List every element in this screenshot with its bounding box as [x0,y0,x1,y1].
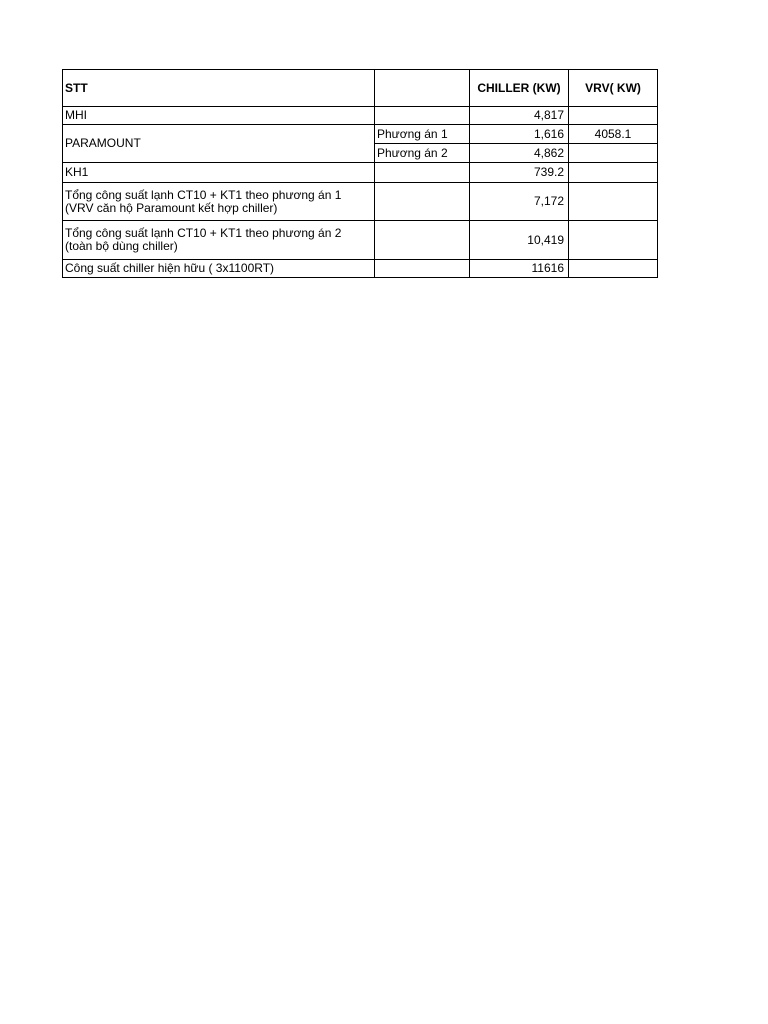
cell-vrv [569,260,658,278]
cell-vrv [569,163,658,183]
cell-vrv [569,144,658,163]
cell-label-paramount: PARAMOUNT [63,125,375,163]
table-row-total-option-1 [63,183,658,221]
table-row-paramount-1 [63,125,658,144]
cell-chiller: 10,419 [470,221,569,260]
cell-vrv [569,107,658,125]
cell-chiller: 4,862 [470,144,569,163]
cell-label: MHI [63,107,375,125]
cell-chiller: 1,616 [470,125,569,144]
cell-vrv [569,183,658,221]
cell-label: Công suất chiller hiện hữu ( 3x1100RT) [63,260,375,278]
table-row-existing-chiller [63,260,658,278]
cell-chiller: 7,172 [470,183,569,221]
table-row-kh1 [63,163,658,183]
cell-option [375,183,470,221]
header-stt: STT [63,70,375,107]
cell-option [375,221,470,260]
header-row [63,70,658,107]
cell-label: Tổng công suất lạnh CT10 + KT1 theo phương án 1 (VRV căn hộ Paramount kết hợp chiller) [63,183,375,221]
cell-vrv [569,221,658,260]
table-row-total-option-2 [63,221,658,260]
header-option [375,70,470,107]
table-row-mhi [63,107,658,125]
capacity-table [62,69,658,278]
cell-chiller: 11616 [470,260,569,278]
cell-option: Phương án 1 [375,125,470,144]
header-vrv: VRV( KW) [569,70,658,107]
cell-option: Phương án 2 [375,144,470,163]
header-chiller: CHILLER (KW) [470,70,569,107]
cell-chiller: 739.2 [470,163,569,183]
cell-vrv: 4058.1 [569,125,658,144]
cell-label: Tổng công suất lạnh CT10 + KT1 theo phương án 2 (toàn bộ dùng chiller) [63,221,375,260]
cell-option [375,107,470,125]
cell-label: KH1 [63,163,375,183]
cell-option [375,163,470,183]
cell-option [375,260,470,278]
cell-chiller: 4,817 [470,107,569,125]
